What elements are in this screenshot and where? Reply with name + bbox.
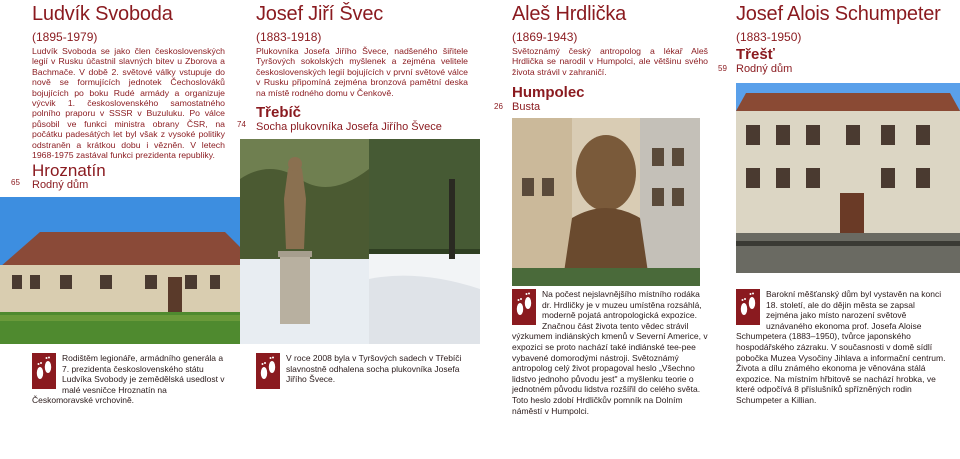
place-name: Humpolec [512, 84, 585, 101]
caption-block [32, 353, 227, 406]
place-subject: Busta [512, 101, 541, 113]
place-name: Třešť [736, 46, 775, 63]
place-subject: Rodný dům [32, 179, 89, 191]
person-bio: Plukovníka Josefa Jiřího Švece, nadšeného šiřitele Tyršových sokolských myšlenek a zejména velitele československých legií bojujících v první světové válce v Rusku připomíná zejména bronzová pamětní deska na místě rodného domu v Čenkově. [256, 46, 468, 98]
caption-block [512, 289, 708, 416]
place-name: Hroznatín [32, 161, 106, 180]
person-bio: Světoznámý český antropolog a lékař Aleš Hrdlička se narodil v Humpolci, ale většinu svého života strávil v zahraničí. [512, 46, 708, 77]
place-name: Třebíč [256, 104, 302, 121]
column-schumpeter [720, 0, 960, 459]
person-name: Josef Alois Schumpeter [736, 3, 941, 25]
person-years: (1895-1979) [32, 30, 98, 44]
person-name: Ludvík Svoboda [32, 3, 173, 25]
person-years: (1883-1950) [736, 30, 802, 44]
footprints-icon [32, 353, 56, 389]
person-name: Josef Jiří Švec [256, 3, 384, 25]
page-number: 65 [11, 178, 20, 187]
person-years: (1883-1918) [256, 30, 322, 44]
photo-svec-statue [240, 139, 369, 344]
photo-birth-house-hroznatin [0, 197, 240, 344]
caption-block [256, 353, 468, 389]
column-svec [237, 0, 480, 459]
page-number: 59 [718, 64, 727, 73]
column-hrdlicka [480, 0, 720, 459]
photo-svec-statue-close [369, 139, 480, 344]
page-number: 74 [237, 120, 246, 129]
photo-schumpeter-birth-house [736, 83, 960, 273]
place-subject: Rodný dům [736, 63, 793, 75]
person-name: Aleš Hrdlička [512, 3, 627, 25]
place-subject: Socha plukovníka Josefa Jiřího Švece [256, 121, 442, 133]
column-svoboda [0, 0, 240, 459]
caption-text: Rodištěm legionáře, armádního generála a 7. prezidenta československého státu Ludvíka Svobody je zemědělská usedlost v malé vesničce Hroznatín na Českomoravské vrchovině. [32, 353, 225, 406]
footprints-icon [512, 289, 536, 325]
person-bio: Ludvík Svoboda se jako člen československých legií v Rusku účastnil slavných bitev u Zborova a Bachmače. V době 2. světové války vstupuje do nově se formujících jednotek Čechoslováků bojujících po boku Rudé armády a organizuje výcvik 1. československého samostatného polního praporu v SSSR v Buzuluku. Po válce působil ve funkci ministra obrany ČSR, na počátku padesátých let byl však z vysoké politiky odstraněn a krátkou dobu i vězněn. V letech 1968-1975 zastával funkci prezidenta republiky. [32, 46, 225, 161]
caption-block [736, 289, 948, 406]
photo-hrdlicka-bust [512, 118, 700, 286]
caption-text: Barokní měšťanský dům byl vystavěn na konci 18. století, ale do dějin města se zapsal zejména jako místo narození světově uznávaného ekonoma prof. Josefa Aloise Schumpetera (1883–1950), tvůrce japonského hospodářského zázraku. V současnosti v domě sídlí pobočka Muzea Vysočiny Jihlava a informační centrum. Života a dílu známého ekonoma je věnována stálá expozice. Na místním hřbitově se nachází hrobka, ve které odpočívá 8 příslušníků spřízněných rodin Schumpeter a Killian. [736, 289, 946, 405]
caption-text: V roce 2008 byla v Tyršových sadech v Třebíči slavnostně odhalena socha plukovníka Josefa Jiřího Švece. [286, 353, 462, 385]
person-years: (1869-1943) [512, 30, 578, 44]
caption-text: Na počest nejslavnějšího místního rodáka dr. Hrdličky je v muzeu umístěna rozsáhlá, moderně pojatá antropologická expozice. Značnou část života tento vědec strávil výzkumem indiánských kmenů v Severní Americe, v expozici se proto nachází také indiánské tee-pee vybavené domorodými nástroji. Světoznámý antropolog celý život propagoval heslo „Všechno lidstvo jednoho původu jest" a myšlenku teorie o jednotném původu lidstva rozšířil do celého světa. Toto heslo zdobí Hrdličkův pomník na Dolním náměstí v Humpolci. [512, 289, 708, 416]
footprints-icon [256, 353, 280, 389]
footprints-icon [736, 289, 760, 325]
page-number: 26 [494, 102, 503, 111]
